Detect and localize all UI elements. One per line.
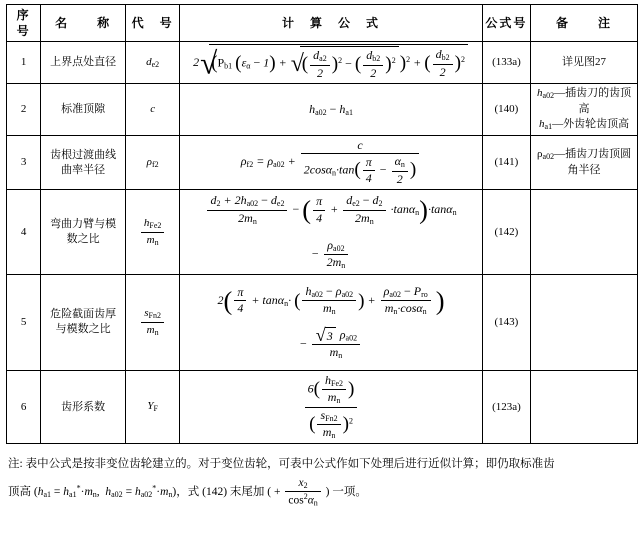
table-row [7,274,638,370]
row-remark [531,274,638,370]
table-header-row [7,5,638,42]
row-name: 弯曲力臂与模 数之比 [41,190,126,274]
header-cell-formula-no: 公式号 [482,5,530,42]
row-formula: 2 √ ($P_{b1}$ $(\varepsilon_\alpha - 1)$ + √ ( $\frac{d_{a2}}{2}$ )$^2$ − ( $\frac{d_{b2}}{2}$ )$^2$ )$^2$ + ( $\frac{d_{b2}}{2}$ )$^2$ [180,42,482,84]
row-formula-no: (133a) [482,42,530,84]
header-cell-formula: 计 算 公 式 [180,5,482,42]
row-symbol: $\frac{h_{Fe2}}{m_n}$ [125,190,179,274]
row-number: 5 [7,274,41,370]
header-cell-no: 序 号 [7,5,41,42]
note-label: 注: [8,458,23,471]
row-formula-no: (140) [482,84,530,135]
row-formula: 6( $\frac{h_{Fe2}}{m_n}$ ) ( $\frac{s_{Fn2}}{m_n}$ )$^2$ [180,370,482,444]
row-formula: $\frac{d_2 + 2h_{a02} - d_{e2}}{2m_n}$ − ( $\frac{\pi}{4}$ + $\frac{d_{e2} - d_2}{2m_n}$ ·tanα$_n$)·tanα$_n$ − $\frac{\rho_{a02}}{2m_n}$ [180,190,482,274]
row-number: 1 [7,42,41,84]
row-name: 齿形系数 [41,370,126,444]
table-row [7,190,638,274]
row-formula-no: (143) [482,274,530,370]
note-line-2: 顶高 ($h_{a1} = h_{a1}^*\cdot m_n$, $h_{a02} = h_{a02}^*\cdot m_n$)，式 (142) 末尾加 ( + $\frac{x_2}{\cos^2\alpha_n}$ ) 一项。 [8,476,367,508]
row-formula: 2( $\frac{\pi}{4}$ + tanα$_n$· ( $\frac{h_{a02} - \rho_{a02}}{m_n}$ ) + $\frac{\rho_{a02} - P_{ro}}{m_n\cdot\cos\alpha_n}$ ) − √ $\frac{3 \rho_{a02}}{m_n}$ [180,274,482,370]
note-line-1: 表中公式是按非变位齿轮建立的。对于变位齿轮，可表中公式作如下处理后进行近似计算；即仍取标准齿 [25,458,555,471]
header-cell-remark: 备 注 [531,5,638,42]
table-row [7,84,638,135]
row-symbol: c [125,84,179,135]
row-formula-no: (123a) [482,370,530,444]
formula-table [6,4,638,444]
row-number: 3 [7,135,41,190]
row-symbol: $d_{e2}$ [125,42,179,84]
row-formula: $\rho_{f2} = \rho_{a02}$ + c 2cosα$_n$·tan( $\frac{\pi}{4}$ − $\frac{\alpha_n}{2}$ ) [180,135,482,190]
row-name: 标准顶隙 [41,84,126,135]
table-row [7,370,638,444]
table-row [7,42,638,84]
row-formula-no: (141) [482,135,530,190]
row-symbol: $\rho_{f2}$ [125,135,179,190]
table-note [8,454,634,508]
row-remark: $h_{a02}—$插齿刀的齿顶 高 $h_{a1}—$外齿轮齿顶高 [531,84,638,135]
row-name: 齿根过渡曲线 曲率半径 [41,135,126,190]
row-number: 6 [7,370,41,444]
row-remark [531,190,638,274]
table-row [7,135,638,190]
row-formula: $h_{a02} - h_{a1}$ [180,84,482,135]
row-number: 4 [7,190,41,274]
row-symbol: $Y_F$ [125,370,179,444]
row-remark: $\rho_{a02}—$插齿刀齿顶圆 角半径 [531,135,638,190]
header-cell-symbol: 代 号 [125,5,179,42]
row-remark [531,370,638,444]
row-symbol: $\frac{s_{Fn2}}{m_n}$ [125,274,179,370]
row-formula-no: (142) [482,190,530,274]
header-cell-name: 名 称 [41,5,126,42]
row-name: 上界点处直径 [41,42,126,84]
row-name: 危险截面齿厚 与模数之比 [41,274,126,370]
row-number: 2 [7,84,41,135]
row-remark: 详见图27 [531,42,638,84]
